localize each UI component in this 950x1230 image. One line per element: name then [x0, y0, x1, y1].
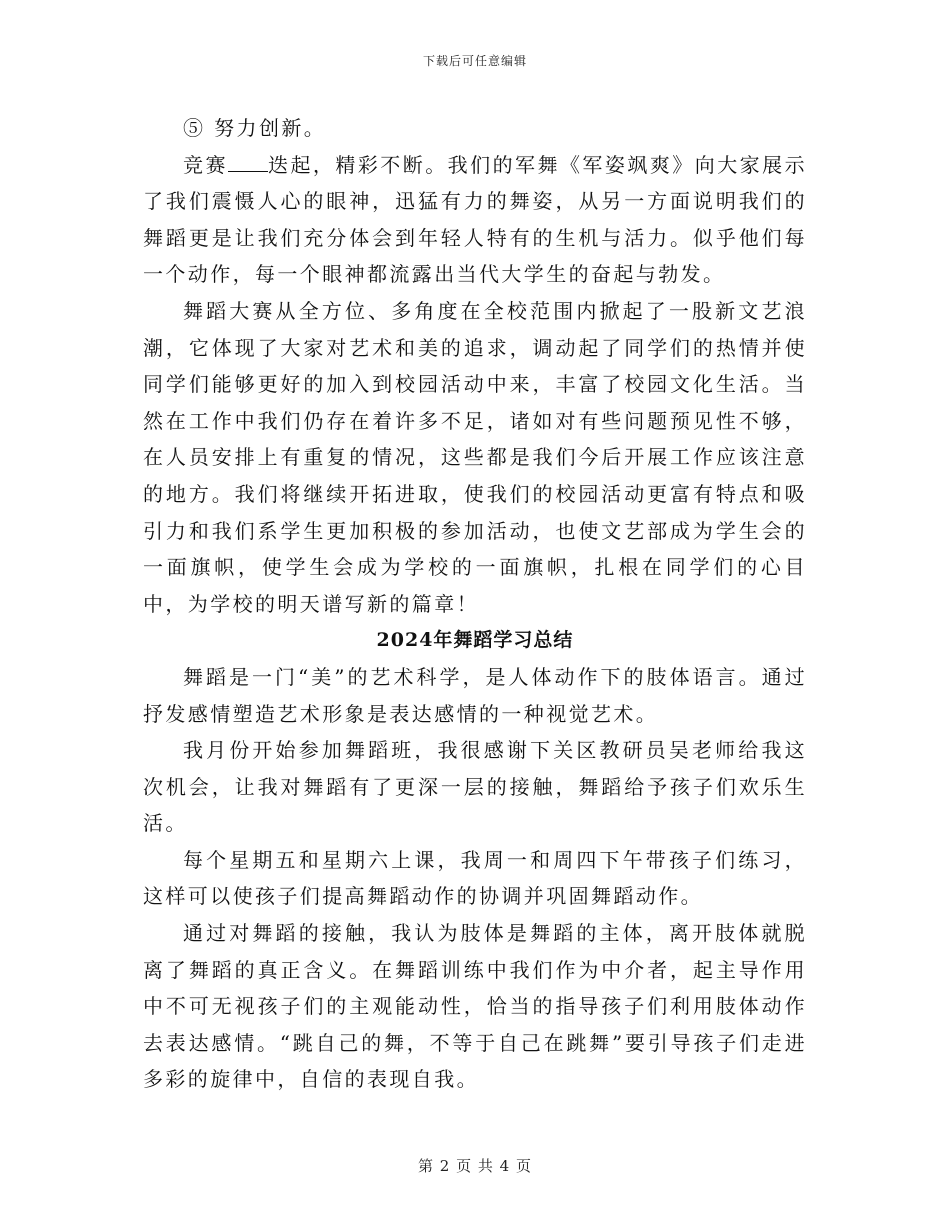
list-item-5: ⑤ 努力创新。 — [183, 116, 327, 140]
paragraph-joining-class: 我月份开始参加舞蹈班，我很感谢下关区教研员吴老师给我这次机会，让我对舞蹈有了更深一层的接触，舞蹈给予孩子们欢乐生活。 — [143, 738, 807, 836]
fill-blank — [228, 153, 268, 172]
page-header: 下载后可任意编辑 — [422, 54, 527, 68]
paragraph-competition-start: 竞赛 — [183, 152, 228, 177]
paragraph-competition — [143, 147, 807, 293]
section-title: 2024年舞蹈学习总结 — [376, 629, 574, 652]
document-body — [143, 110, 807, 1098]
paragraph-dance-contest: 舞蹈大赛从全方位、多角度在全校范围内掀起了一股新文艺浪潮，它体现了大家对艺术和美的追求，调动起了同学们的热情并使同学们能够更好的加入到校园活动中来，丰富了校园文化生活。当然在工作中我们仍存在着许多不足，诸如对有些问题预见性不够，在人员安排上有重复的情况，这些都是我们今后开展工作应该注意的地方。我们将继续开拓进取，使我们的校园活动更富有特点和吸引力和我们系学生更加积极的参加活动，也使文艺部成为学生会的一面旗帜，使学生会成为学校的一面旗帜，扎根在同学们的心目中，为学校的明天谱写新的篇章！ — [143, 298, 807, 616]
paragraph-competition-rest: 迭起，精彩不断。我们的军舞《军姿飒爽》向大家展示了我们震慑人心的眼神，迅猛有力的舞姿，从另一方面说明我们的舞蹈更是让我们充分体会到年轻人特有的生机与活力。似乎他们每一个动作，每一个眼神都流露出当代大学生的奋起与勃发。 — [143, 152, 807, 287]
paragraph-dance-definition: 舞蹈是一门“美”的艺术科学，是人体动作下的肢体语言。通过抒发感情塑造艺术形象是表达感情的一种视觉艺术。 — [143, 664, 807, 726]
paragraph-reflection: 通过对舞蹈的接触，我认为肢体是舞蹈的主体，离开肢体就脱离了舞蹈的真正含义。在舞蹈训练中我们作为中介者，起主导作用中不可无视孩子们的主观能动性，恰当的指导孩子们利用肢体动作去表达感情。“跳自己的舞，不等于自己在跳舞”要引导孩子们走进多彩的旋律中，自信的表现自我。 — [143, 921, 807, 1092]
page-footer: 第 2 页 共 4 页 — [418, 1157, 532, 1175]
paragraph-schedule: 每个星期五和星期六上课，我周一和周四下午带孩子们练习，这样可以使孩子们提高舞蹈动作的协调并巩固舞蹈动作。 — [143, 847, 807, 909]
